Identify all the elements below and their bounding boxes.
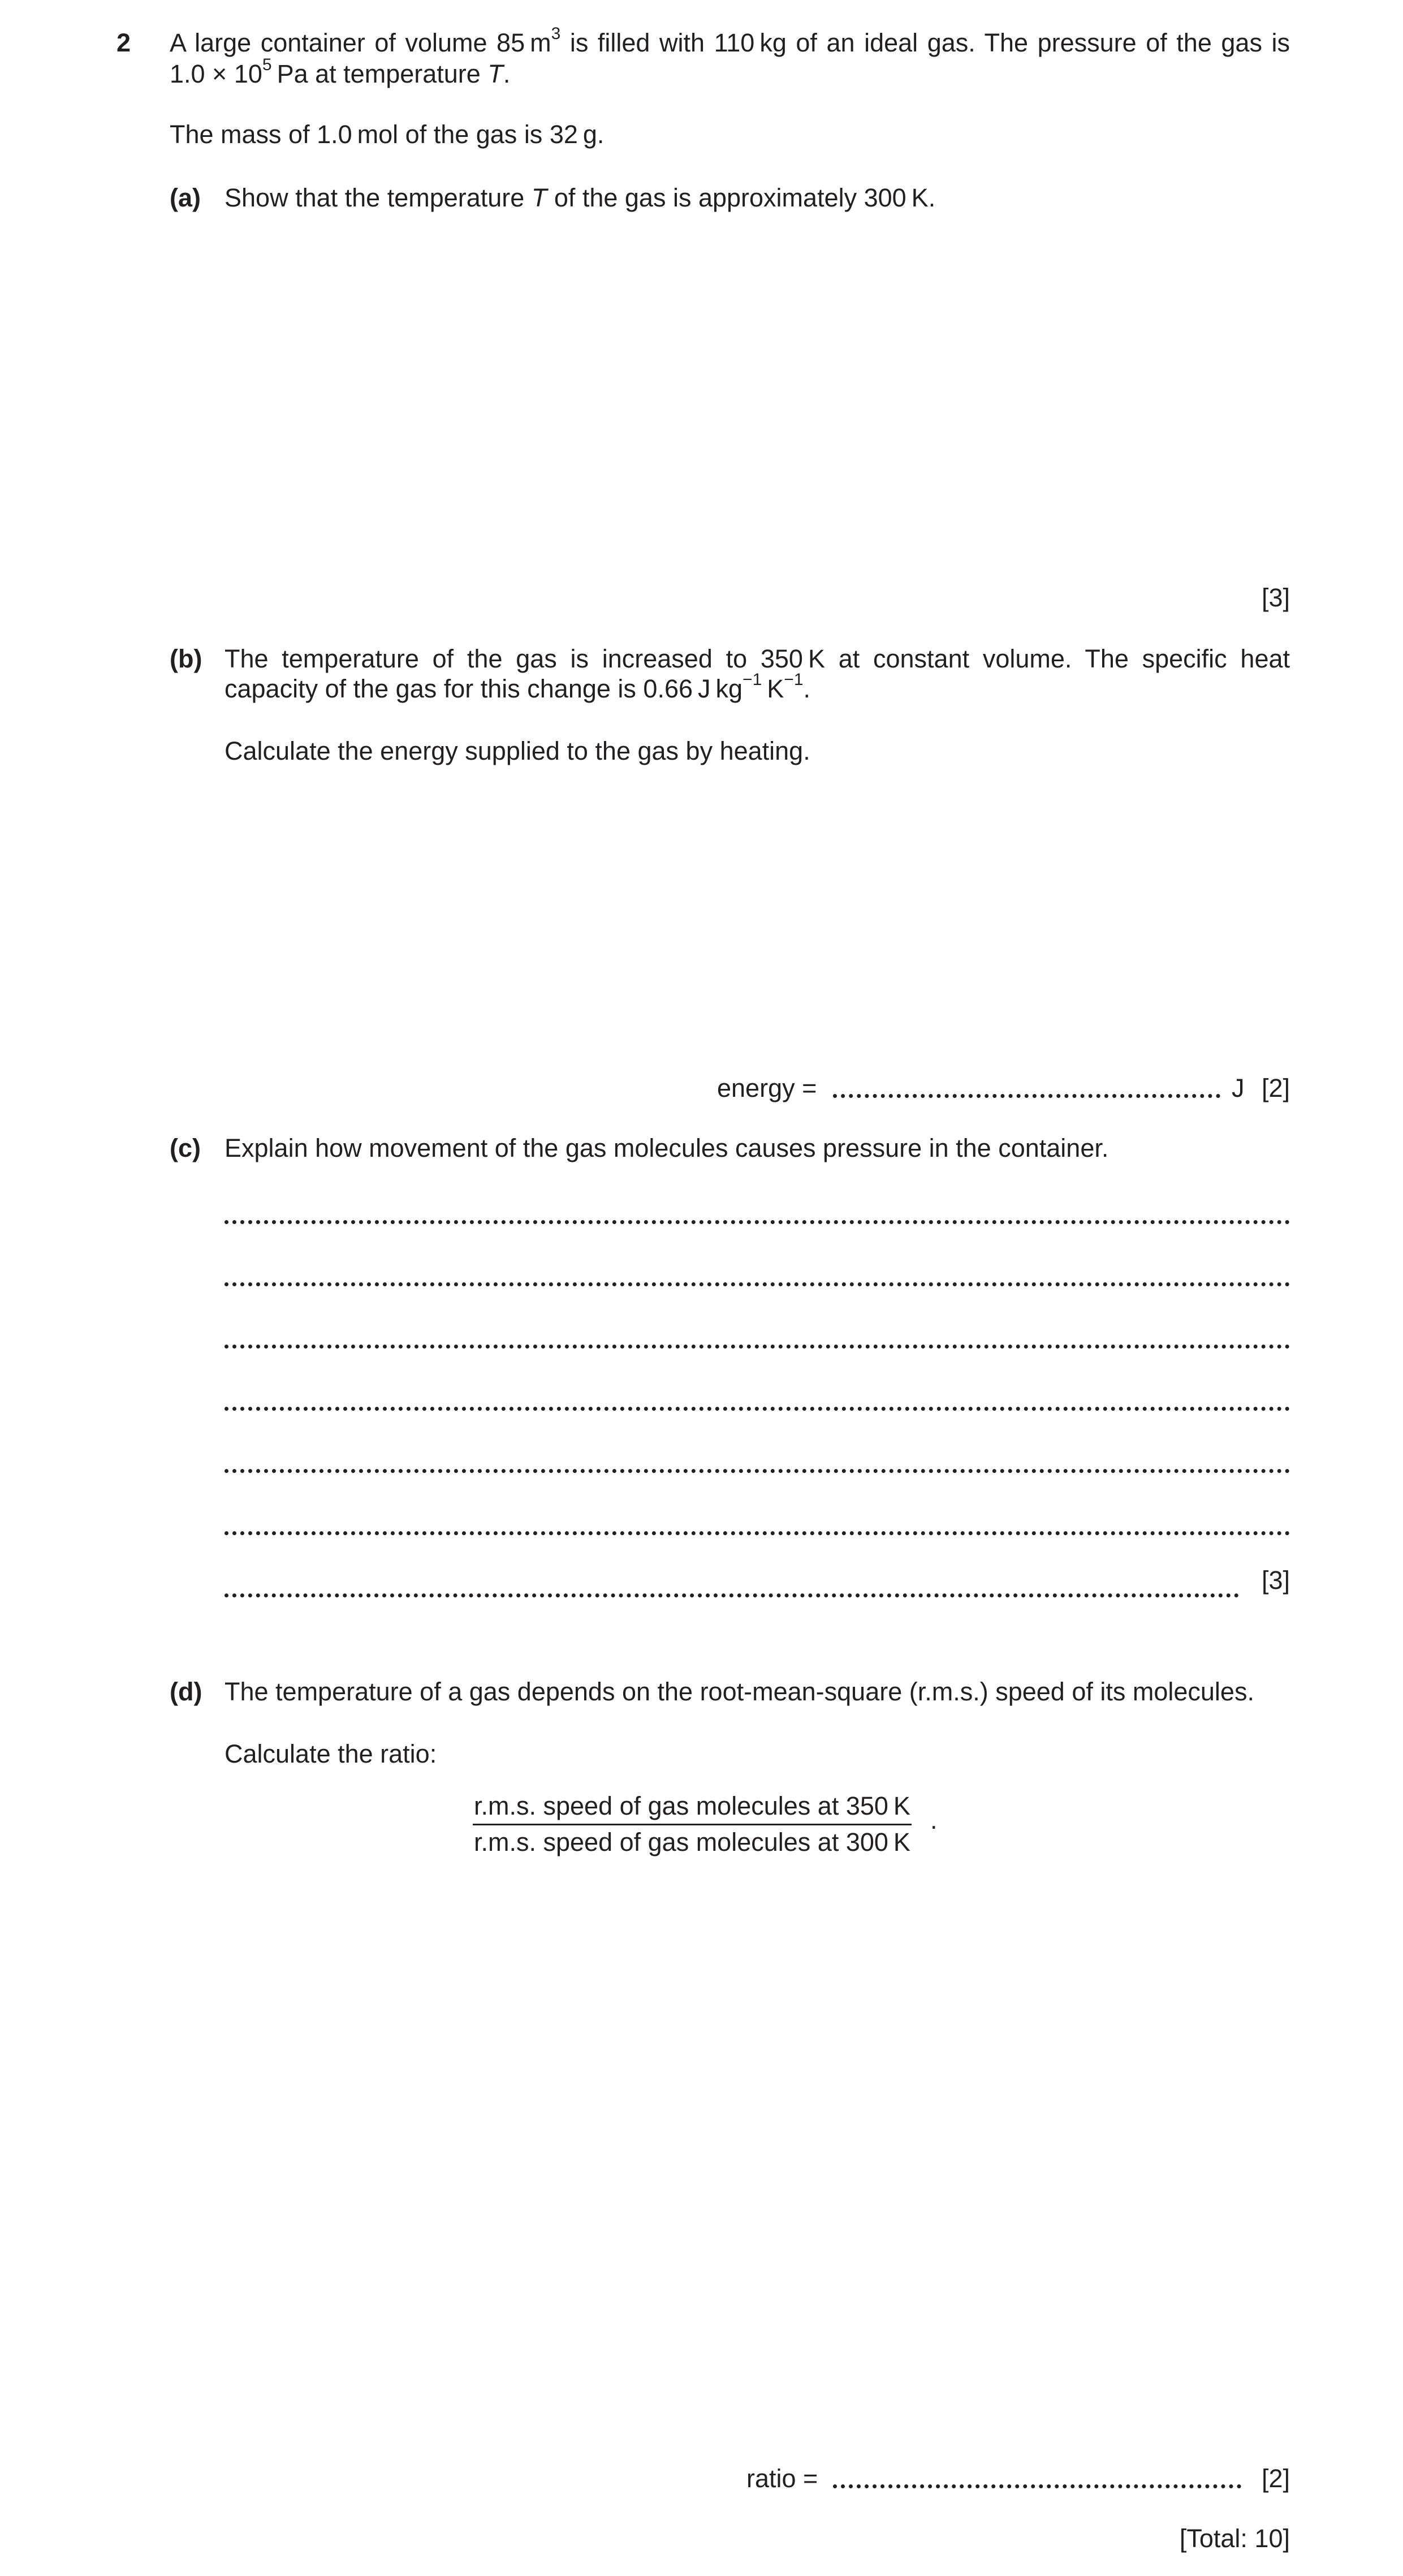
energy-answer-field[interactable] — [833, 1072, 1220, 1098]
part-c-label: (c) — [170, 1134, 201, 1162]
part-b-line-2: capacity of the gas for this change is 0.66 J $kg^{-1}$ $K^{-1}$. — [225, 670, 811, 703]
speed-ratio-fraction — [473, 1790, 912, 1858]
part-b-label: (b) — [170, 644, 202, 673]
intro-line-2: $1.0 \times 10^5$ Pa at temperature T. — [170, 55, 511, 88]
explanation-line-7[interactable] — [225, 1571, 1239, 1597]
part-d-marks: [2] — [1261, 2464, 1290, 2493]
explanation-line-1[interactable] — [225, 1197, 1290, 1224]
question-number: 2 — [116, 28, 131, 57]
fraction-numerator: r.m.s. speed of gas molecules at 350 K — [473, 1790, 912, 1825]
ratio-label: ratio = — [746, 2464, 818, 2493]
explanation-line-5[interactable] — [225, 1446, 1290, 1473]
part-c-marks: [3] — [1261, 1566, 1290, 1595]
part-a-label: (a) — [170, 183, 201, 212]
explanation-line-2[interactable] — [225, 1260, 1290, 1286]
fraction-denominator: r.m.s. speed of gas molecules at 300 K — [474, 1828, 910, 1856]
intro-line-1: A large container of volume 85 $m^3$ is filled with 110 kg of an ideal gas. The pressure of the gas is — [170, 24, 1290, 57]
part-d-label: (d) — [170, 1677, 202, 1706]
explanation-line-6[interactable] — [225, 1509, 1290, 1535]
part-c-text: Explain how movement of the gas molecules causes pressure in the container. — [225, 1134, 1109, 1162]
energy-unit: J — [1232, 1074, 1245, 1102]
part-b-instruction: Calculate the energy supplied to the gas by heating. — [225, 736, 810, 765]
part-a-marks: [3] — [1261, 583, 1290, 612]
part-a-text: Show that the temperature T of the gas is approximately 300 K. — [225, 183, 936, 212]
mass-statement: The mass of 1.0 mol of the gas is 32 g. — [170, 120, 605, 149]
part-b-line-1: The temperature of the gas is increased to 350 K at constant volume. The specific heat — [225, 644, 1290, 673]
part-d-text: The temperature of a gas depends on the root-mean-square (r.m.s.) speed of its molecules. — [225, 1677, 1254, 1706]
explanation-line-3[interactable] — [225, 1322, 1290, 1349]
explanation-line-4[interactable] — [225, 1384, 1290, 1411]
ratio-answer-field[interactable] — [833, 2463, 1241, 2488]
total-marks: [Total: 10] — [1179, 2524, 1290, 2553]
energy-label: energy = — [717, 1074, 817, 1102]
part-d-instruction: Calculate the ratio: — [225, 1739, 437, 1768]
part-b-marks: [2] — [1261, 1074, 1290, 1102]
fraction-end: . — [930, 1806, 938, 1834]
